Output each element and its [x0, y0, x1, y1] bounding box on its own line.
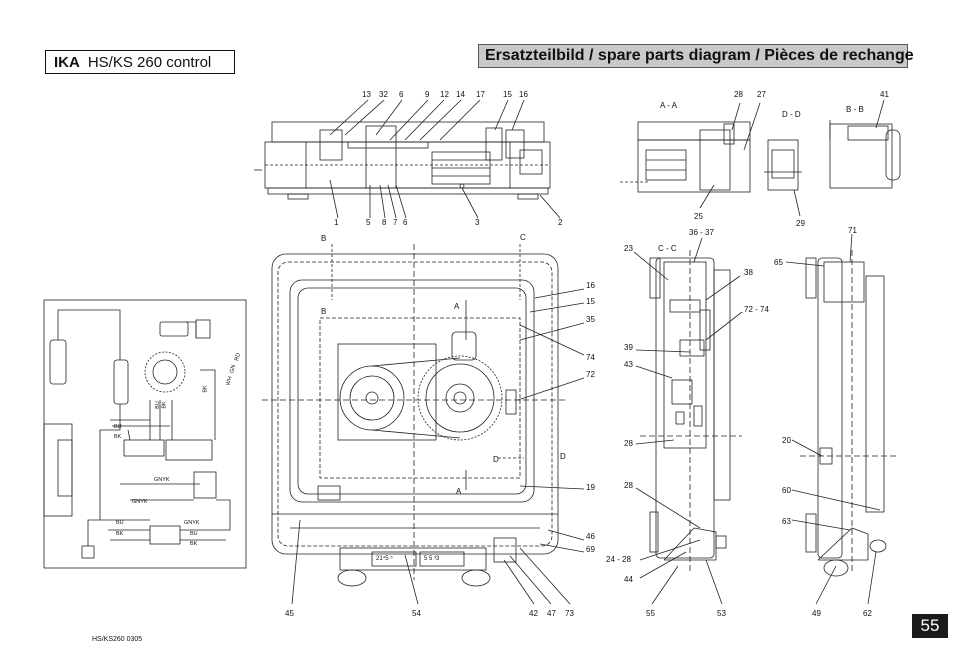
section-marker-d-left: D: [493, 455, 499, 464]
wire-label-bu-2: BU: [116, 520, 124, 526]
model-name: HS/KS 260 control: [87, 53, 212, 71]
wire-label-bk-5: BK: [161, 401, 168, 409]
part-number-54: 54: [412, 609, 421, 618]
wiring-diagram: [44, 300, 246, 568]
part-number-39: 39: [624, 343, 633, 352]
part-number-7: 7: [393, 218, 398, 227]
section-marker-a-bottom: A: [456, 487, 462, 496]
section-marker-a-top: A: [454, 302, 460, 311]
part-number-53: 53: [717, 609, 726, 618]
brand-logo: IKA: [54, 53, 80, 71]
display-readout-left: 21⁴5 ⁵: [376, 556, 393, 562]
wire-label-bu-3: BU: [190, 531, 198, 537]
wire-label-wh: WH: [225, 375, 234, 387]
part-number-6: 6: [399, 90, 404, 99]
part-number-63: 63: [782, 517, 791, 526]
part-number-16: 16: [519, 90, 528, 99]
part-number-16b: 16: [586, 281, 595, 290]
part-number-9: 9: [425, 90, 430, 99]
part-number-32: 32: [379, 90, 388, 99]
section-label-dd: D - D: [782, 110, 801, 119]
wire-label-bu-1: BU: [114, 424, 122, 430]
part-number-15: 15: [503, 90, 512, 99]
section-dd: [764, 140, 802, 216]
section-label-cc: C - C: [658, 244, 677, 253]
section-cc: [634, 238, 742, 604]
wire-label-bu-4: BU: [154, 401, 161, 409]
part-number-6b: 6: [403, 218, 408, 227]
part-number-35: 35: [586, 315, 595, 324]
part-number-38: 38: [744, 268, 753, 277]
wire-label-bk-1: BK: [114, 434, 122, 440]
part-number-13: 13: [362, 90, 371, 99]
part-number-8: 8: [382, 218, 387, 227]
wire-label-rd: RD: [234, 352, 242, 362]
wire-label-gnyk-1: GNYK: [154, 477, 170, 483]
display-readout-right: 5 5 ³3: [424, 556, 440, 562]
part-number-17: 17: [476, 90, 485, 99]
part-number-73: 73: [565, 609, 574, 618]
part-number-3: 3: [475, 218, 480, 227]
part-number-72: 72: [586, 370, 595, 379]
part-number-49: 49: [812, 609, 821, 618]
part-number-27: 27: [757, 90, 766, 99]
part-number-19: 19: [586, 483, 595, 492]
wire-label-bk-4: BK: [190, 541, 198, 547]
part-number-15b: 15: [586, 297, 595, 306]
part-number-44: 44: [624, 575, 633, 584]
part-number-60: 60: [782, 486, 791, 495]
section-label-bb: B - B: [846, 105, 864, 114]
part-number-28d: 28: [624, 481, 633, 490]
part-number-29: 29: [796, 219, 805, 228]
part-number-2: 2: [558, 218, 563, 227]
section-marker-d-right: D: [560, 452, 566, 461]
part-number-55: 55: [646, 609, 655, 618]
part-number-69: 69: [586, 545, 595, 554]
page-title: Ersatzteilbild / spare parts diagram / Pièces de rechange: [478, 44, 908, 68]
part-number-62: 62: [863, 609, 872, 618]
part-number-1: 1: [334, 218, 339, 227]
part-number-46: 46: [586, 532, 595, 541]
document-code: HS/KS260 0305: [92, 636, 143, 643]
part-number-71: 71: [848, 226, 857, 235]
part-number-12: 12: [440, 90, 449, 99]
main-plan-view: [262, 244, 584, 604]
page-number: 55: [912, 614, 948, 638]
part-number-24-28: 24 - 28: [606, 555, 631, 564]
top-front-view: [254, 100, 560, 218]
wire-label-gnyk-3: GNYK: [184, 520, 200, 526]
section-aa: [620, 103, 760, 208]
part-number-41: 41: [880, 90, 889, 99]
part-number-74: 74: [586, 353, 595, 362]
part-number-14: 14: [456, 90, 465, 99]
part-number-5: 5: [366, 218, 371, 227]
part-number-45: 45: [285, 609, 294, 618]
section-marker-c-top: C: [520, 233, 526, 242]
section-label-aa: A - A: [660, 101, 677, 110]
part-number-72-74: 72 - 74: [744, 305, 769, 314]
part-number-25: 25: [694, 212, 703, 221]
part-number-42: 42: [529, 609, 538, 618]
wire-label-gn: GN: [229, 364, 238, 374]
wire-label-gnyk-2: GNYK: [132, 499, 148, 505]
part-number-23: 23: [624, 244, 633, 253]
part-number-47: 47: [547, 609, 556, 618]
part-number-28: 28: [734, 90, 743, 99]
wire-label-bk-3: BK: [116, 531, 124, 537]
section-bb: [830, 100, 900, 188]
part-number-28c: 28: [624, 439, 633, 448]
wire-label-bk-2: BK: [202, 385, 209, 393]
section-marker-b-bottom: B: [321, 307, 327, 316]
part-number-20: 20: [782, 436, 791, 445]
part-number-43: 43: [624, 360, 633, 369]
section-marker-b-top: B: [321, 234, 327, 243]
part-number-65: 65: [774, 258, 783, 267]
part-number-36-37: 36 - 37: [689, 228, 714, 237]
side-view: [786, 234, 898, 604]
